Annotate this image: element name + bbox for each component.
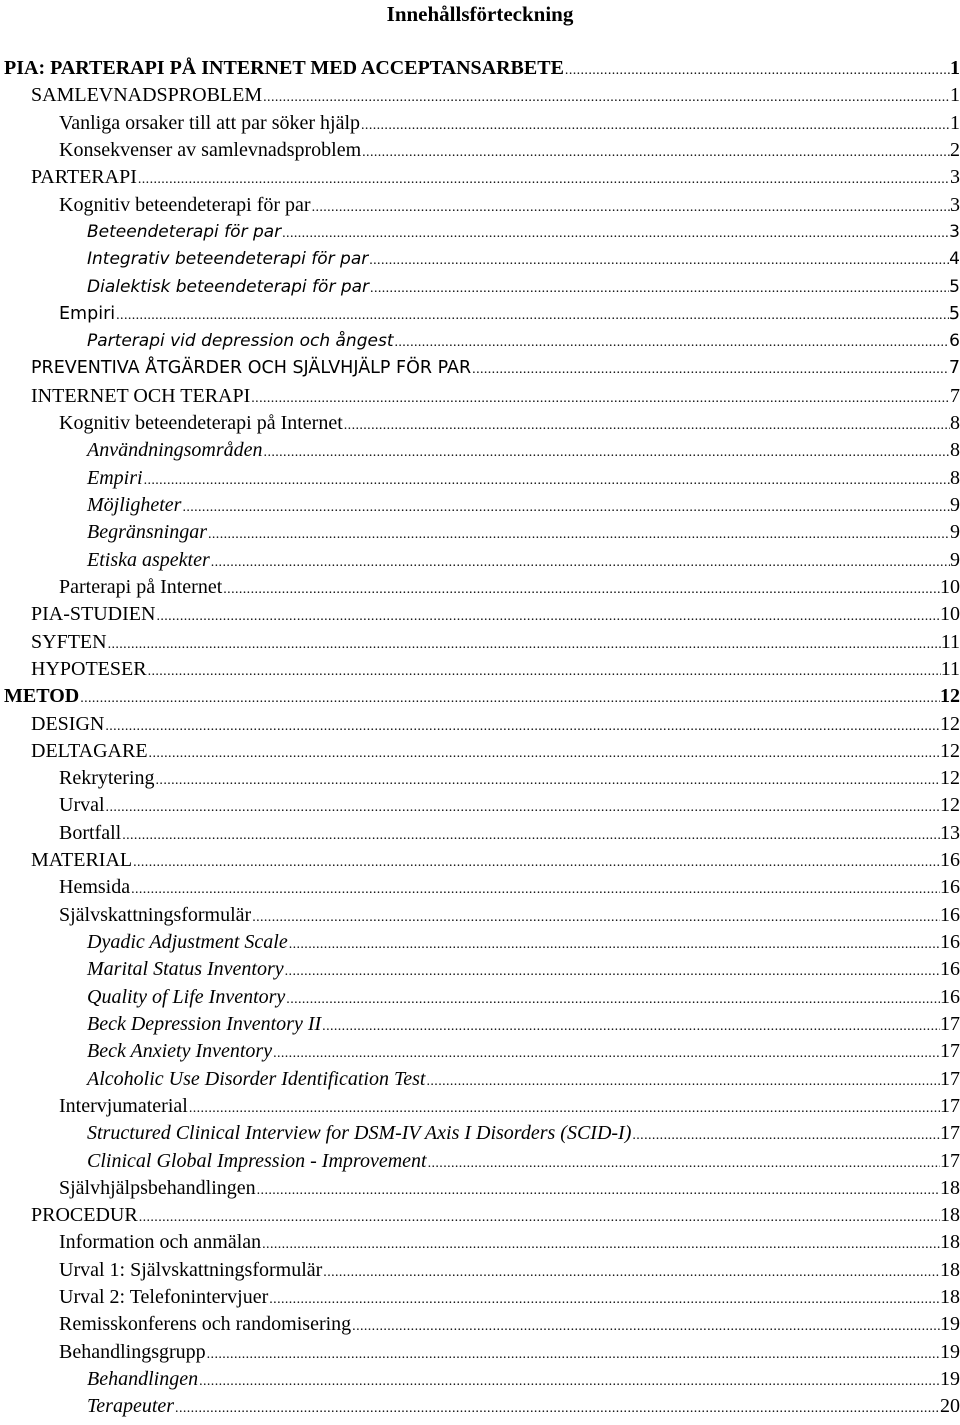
toc-entry[interactable]: [4, 519, 960, 546]
toc-entry-title: Bortfall: [59, 821, 122, 844]
toc-entry[interactable]: [4, 328, 960, 355]
toc-entry[interactable]: [4, 1120, 960, 1147]
dot-leader: [261, 1231, 940, 1258]
toc-entry-page-number: 1: [950, 57, 960, 79]
dot-leader: [251, 904, 940, 931]
toc-entry-title: Clinical Global Impression - Improvement: [87, 1149, 427, 1172]
toc-entry[interactable]: [4, 1175, 960, 1202]
dot-leader: [147, 658, 941, 685]
dot-leader: [256, 1177, 940, 1204]
toc-entry-title: Dialektisk beteendeterapi för par: [87, 276, 370, 297]
toc-entry-title: Alcoholic Use Disorder Identification Test: [87, 1067, 426, 1090]
dot-leader: [143, 467, 950, 494]
toc-entry[interactable]: [4, 629, 960, 656]
toc-entry[interactable]: [4, 1202, 960, 1229]
toc-entry-page-number: 16: [940, 876, 960, 899]
toc-entry[interactable]: [4, 601, 960, 628]
dot-leader: [130, 876, 940, 903]
toc-entry-page-number: 17: [940, 1122, 960, 1145]
toc-entry-title: Quality of Life Inventory: [87, 985, 286, 1008]
toc-entry-page-number: 1: [950, 111, 960, 134]
toc-entry[interactable]: [4, 984, 960, 1011]
toc-entry-page-number: 7: [950, 384, 960, 407]
dot-leader: [631, 1122, 940, 1149]
toc-entry-page-number: 18: [940, 1204, 960, 1227]
dot-leader: [281, 220, 949, 247]
toc-entry-title: Rekrytering: [59, 767, 155, 790]
toc-entry[interactable]: [4, 355, 960, 382]
toc-entry[interactable]: [4, 410, 960, 437]
toc-entry[interactable]: [4, 1393, 960, 1420]
dot-leader: [322, 1259, 940, 1286]
toc-entry-page-number: 17: [940, 1067, 960, 1090]
toc-entry-title: Begränsningar: [87, 521, 207, 544]
toc-entry-page-number: 9: [950, 521, 960, 544]
toc-entry-page-number: 18: [940, 1286, 960, 1309]
dot-leader: [132, 849, 940, 876]
toc-entry-title: Beck Depression Inventory II: [87, 1012, 322, 1035]
toc-heading: Innehållsförteckning: [386, 2, 574, 26]
toc-entry[interactable]: [4, 1066, 960, 1093]
toc-entry[interactable]: [4, 1311, 960, 1338]
toc-entry[interactable]: [4, 1284, 960, 1311]
toc-entry-page-number: 16: [940, 849, 960, 872]
toc-entry-title: Beteendeterapi för par: [87, 221, 282, 242]
toc-entry-title: Urval 1: Självskattningsformulär: [59, 1258, 323, 1281]
toc-entry-title: Möjligheter: [87, 494, 182, 516]
dot-leader: [104, 713, 940, 740]
toc-entry[interactable]: [4, 956, 960, 983]
toc-entry-page-number: 17: [940, 1012, 960, 1035]
toc-entry-title: Urval 2: Telefonintervjuer: [59, 1286, 269, 1309]
toc-entry-page-number: 12: [940, 712, 960, 735]
dot-leader: [148, 740, 940, 767]
dot-leader: [285, 986, 940, 1013]
dot-leader: [284, 958, 940, 985]
toc-entry-title: PIA: PARTERAPI PÅ INTERNET MED ACCEPTANSARBETE: [4, 57, 564, 79]
toc-entry-title: INTERNET OCH TERAPI: [31, 384, 251, 407]
toc-entry[interactable]: [4, 1011, 960, 1038]
toc-entry[interactable]: [4, 383, 960, 410]
toc-entry-title: Etiska aspekter: [87, 548, 210, 571]
toc-entry-page-number: 7: [948, 358, 960, 379]
toc-entry-page-number: 11: [940, 630, 960, 653]
toc-entry-page-number: 2: [950, 138, 960, 161]
dot-leader: [188, 1095, 940, 1122]
toc-entry-page-number: 13: [940, 821, 960, 844]
toc-entry-page-number: 12: [940, 767, 960, 790]
toc-entry[interactable]: [4, 1148, 960, 1175]
toc-entry[interactable]: [4, 656, 960, 683]
dot-leader: [222, 576, 940, 603]
toc-entry[interactable]: [4, 219, 960, 246]
toc-entry-page-number: 20: [940, 1395, 960, 1418]
dot-leader: [262, 84, 950, 111]
toc-entry-title: Kognitiv beteendeterapi på Internet: [59, 412, 343, 435]
toc-entry-title: PARTERAPI: [31, 166, 137, 189]
toc-entry-title: Självskattningsformulär: [59, 903, 252, 926]
toc-entry-page-number: 12: [940, 739, 960, 762]
toc-entry-page-number: 18: [940, 1258, 960, 1281]
toc-entry-page-number: 19: [940, 1313, 960, 1336]
toc-entry-page-number: 12: [940, 794, 960, 817]
dot-leader: [105, 794, 940, 821]
toc-entry-page-number: 3: [949, 221, 960, 242]
dot-leader: [361, 139, 950, 166]
toc-entry-page-number: 4: [949, 249, 960, 270]
dot-leader: [263, 439, 950, 466]
toc-entry-page-number: 1: [950, 84, 960, 107]
dot-leader: [107, 631, 941, 658]
toc-entry-title: Structured Clinical Interview for DSM-IV Axis I Disorders (SCID-I): [87, 1122, 632, 1145]
toc-entry-title: Hemsida: [59, 876, 131, 899]
toc-entry-page-number: 5: [949, 276, 960, 297]
toc-entry-title: Självhjälpsbehandlingen: [59, 1176, 256, 1199]
toc-entry[interactable]: [4, 902, 960, 929]
toc-entry[interactable]: [4, 1257, 960, 1284]
toc-entry-title: PROCEDUR: [31, 1204, 138, 1227]
toc-entry[interactable]: [4, 164, 960, 191]
toc-entry-title: MATERIAL: [31, 849, 133, 872]
dot-leader: [426, 1068, 941, 1095]
toc-entry-title: Information och anmälan: [59, 1231, 262, 1254]
toc-entry-page-number: 18: [940, 1231, 960, 1254]
toc-entry-title: Integrativ beteendeterapi för par: [87, 249, 369, 270]
toc-entry[interactable]: [4, 929, 960, 956]
toc-entry[interactable]: [4, 110, 960, 137]
dot-leader: [351, 1313, 940, 1340]
toc-entry[interactable]: [4, 1229, 960, 1256]
toc-entry-page-number: 9: [950, 494, 960, 516]
toc-entry-title: Empiri: [87, 466, 143, 489]
toc-entry-page-number: 10: [940, 575, 960, 598]
dot-leader: [427, 1150, 940, 1177]
toc-entry-title: Remisskonferens och randomisering: [59, 1313, 352, 1336]
toc-entry[interactable]: [4, 792, 960, 819]
toc-entry-title: Vanliga orsaker till att par söker hjälp: [59, 111, 361, 134]
toc-entry-page-number: 9: [950, 548, 960, 571]
toc-entry-title: SYFTEN: [31, 630, 107, 653]
toc-entry-title: Dyadic Adjustment Scale: [87, 931, 288, 953]
dot-leader: [360, 112, 950, 139]
dot-leader: [268, 1286, 940, 1313]
dot-leader: [210, 549, 950, 576]
toc-entry[interactable]: [4, 465, 960, 492]
dot-leader: [198, 1368, 940, 1395]
toc-entry-title: PREVENTIVA ÅTGÄRDER OCH SJÄLVHJÄLP FÖR PAR: [31, 358, 472, 379]
toc-entry[interactable]: [4, 847, 960, 874]
toc-entry-title: Användningsområden: [87, 439, 263, 462]
dot-leader: [288, 931, 940, 958]
dot-leader: [115, 302, 949, 329]
toc-entry[interactable]: [4, 301, 960, 328]
toc-entry-title: Behandlingen: [87, 1368, 199, 1390]
toc-entry-title: Intervjumaterial: [59, 1094, 188, 1117]
toc-entry[interactable]: [4, 137, 960, 164]
toc-entry[interactable]: [4, 492, 960, 519]
toc-entry-page-number: 8: [950, 439, 960, 462]
toc-entry-page-number: 8: [950, 466, 960, 489]
toc-entry-page-number: 10: [940, 603, 960, 626]
toc-entry-page-number: 17: [940, 1040, 960, 1063]
dot-leader: [369, 275, 949, 302]
toc-entry-title: PIA-STUDIEN: [31, 603, 156, 626]
dot-leader: [121, 822, 940, 849]
toc-list: [4, 55, 960, 1421]
toc-entry-title: Konsekvenser av samlevnadsproblem: [59, 138, 362, 161]
toc-entry-title: Beck Anxiety Inventory: [87, 1040, 273, 1063]
toc-entry-page-number: 11: [940, 657, 960, 680]
dot-leader: [368, 247, 949, 274]
toc-entry-page-number: 16: [940, 958, 960, 981]
dot-leader: [79, 685, 940, 712]
toc-entry[interactable]: [4, 1093, 960, 1120]
toc-entry-page-number: 16: [940, 985, 960, 1008]
toc-entry-page-number: 16: [940, 903, 960, 926]
toc-entry[interactable]: [4, 1366, 960, 1393]
toc-entry[interactable]: [4, 874, 960, 901]
dot-leader: [393, 329, 949, 356]
dot-leader: [155, 603, 940, 630]
toc-entry-title: DESIGN: [31, 712, 105, 735]
toc-entry-title: HYPOTESER: [31, 657, 147, 680]
dot-leader: [272, 1040, 940, 1067]
toc-entry-title: Empiri: [59, 303, 116, 324]
dot-leader: [250, 385, 950, 412]
toc-entry[interactable]: [4, 55, 960, 82]
toc-entry[interactable]: [4, 820, 960, 847]
dot-leader: [343, 412, 950, 439]
toc-entry[interactable]: [4, 246, 960, 273]
toc-entry-page-number: 16: [940, 931, 960, 953]
dot-leader: [207, 521, 950, 548]
toc-entry-title: METOD: [4, 685, 80, 708]
dot-leader: [206, 1341, 940, 1368]
toc-entry-page-number: 19: [940, 1340, 960, 1363]
toc-entry[interactable]: [4, 683, 960, 710]
toc-entry-page-number: 17: [940, 1094, 960, 1117]
toc-entry[interactable]: [4, 82, 960, 109]
dot-leader: [321, 1013, 940, 1040]
toc-entry[interactable]: [4, 274, 960, 301]
dot-leader: [181, 494, 950, 521]
toc-entry[interactable]: [4, 547, 960, 574]
toc-entry-title: Terapeuter: [87, 1395, 175, 1418]
toc-entry-page-number: 17: [940, 1149, 960, 1172]
toc-entry-title: SAMLEVNADSPROBLEM: [31, 84, 263, 107]
toc-entry-title: Parterapi vid depression och ångest: [87, 331, 394, 352]
dot-leader: [138, 1204, 940, 1231]
toc-entry-page-number: 6: [949, 331, 960, 352]
toc-entry[interactable]: [4, 437, 960, 464]
toc-entry-title: Marital Status Inventory: [87, 958, 284, 981]
toc-entry[interactable]: [4, 574, 960, 601]
dot-leader: [137, 166, 950, 193]
toc-entry-page-number: 3: [950, 166, 960, 189]
toc-entry-title: Parterapi på Internet: [59, 575, 223, 598]
toc-entry-title: Behandlingsgrupp: [59, 1340, 206, 1363]
toc-entry[interactable]: [4, 711, 960, 738]
toc-entry-page-number: 3: [950, 193, 960, 216]
dot-leader: [311, 194, 950, 221]
toc-entry[interactable]: [4, 192, 960, 219]
dot-leader: [155, 767, 940, 794]
toc-entry[interactable]: [4, 765, 960, 792]
dot-leader: [471, 356, 949, 383]
dot-leader: [174, 1395, 940, 1422]
toc-entry-title: Urval: [59, 794, 105, 817]
toc-entry[interactable]: [4, 1339, 960, 1366]
toc-entry-page-number: 8: [950, 412, 960, 435]
toc-entry-page-number: 18: [940, 1176, 960, 1199]
toc-entry-page-number: 5: [948, 303, 960, 324]
toc-entry-page-number: 19: [940, 1368, 960, 1390]
toc-entry-page-number: 12: [940, 685, 960, 708]
dot-leader: [564, 57, 950, 84]
toc-entry-title: DELTAGARE: [31, 739, 148, 762]
toc-entry[interactable]: [4, 1038, 960, 1065]
toc-entry-title: Kognitiv beteendeterapi för par: [59, 193, 311, 216]
toc-entry[interactable]: [4, 738, 960, 765]
